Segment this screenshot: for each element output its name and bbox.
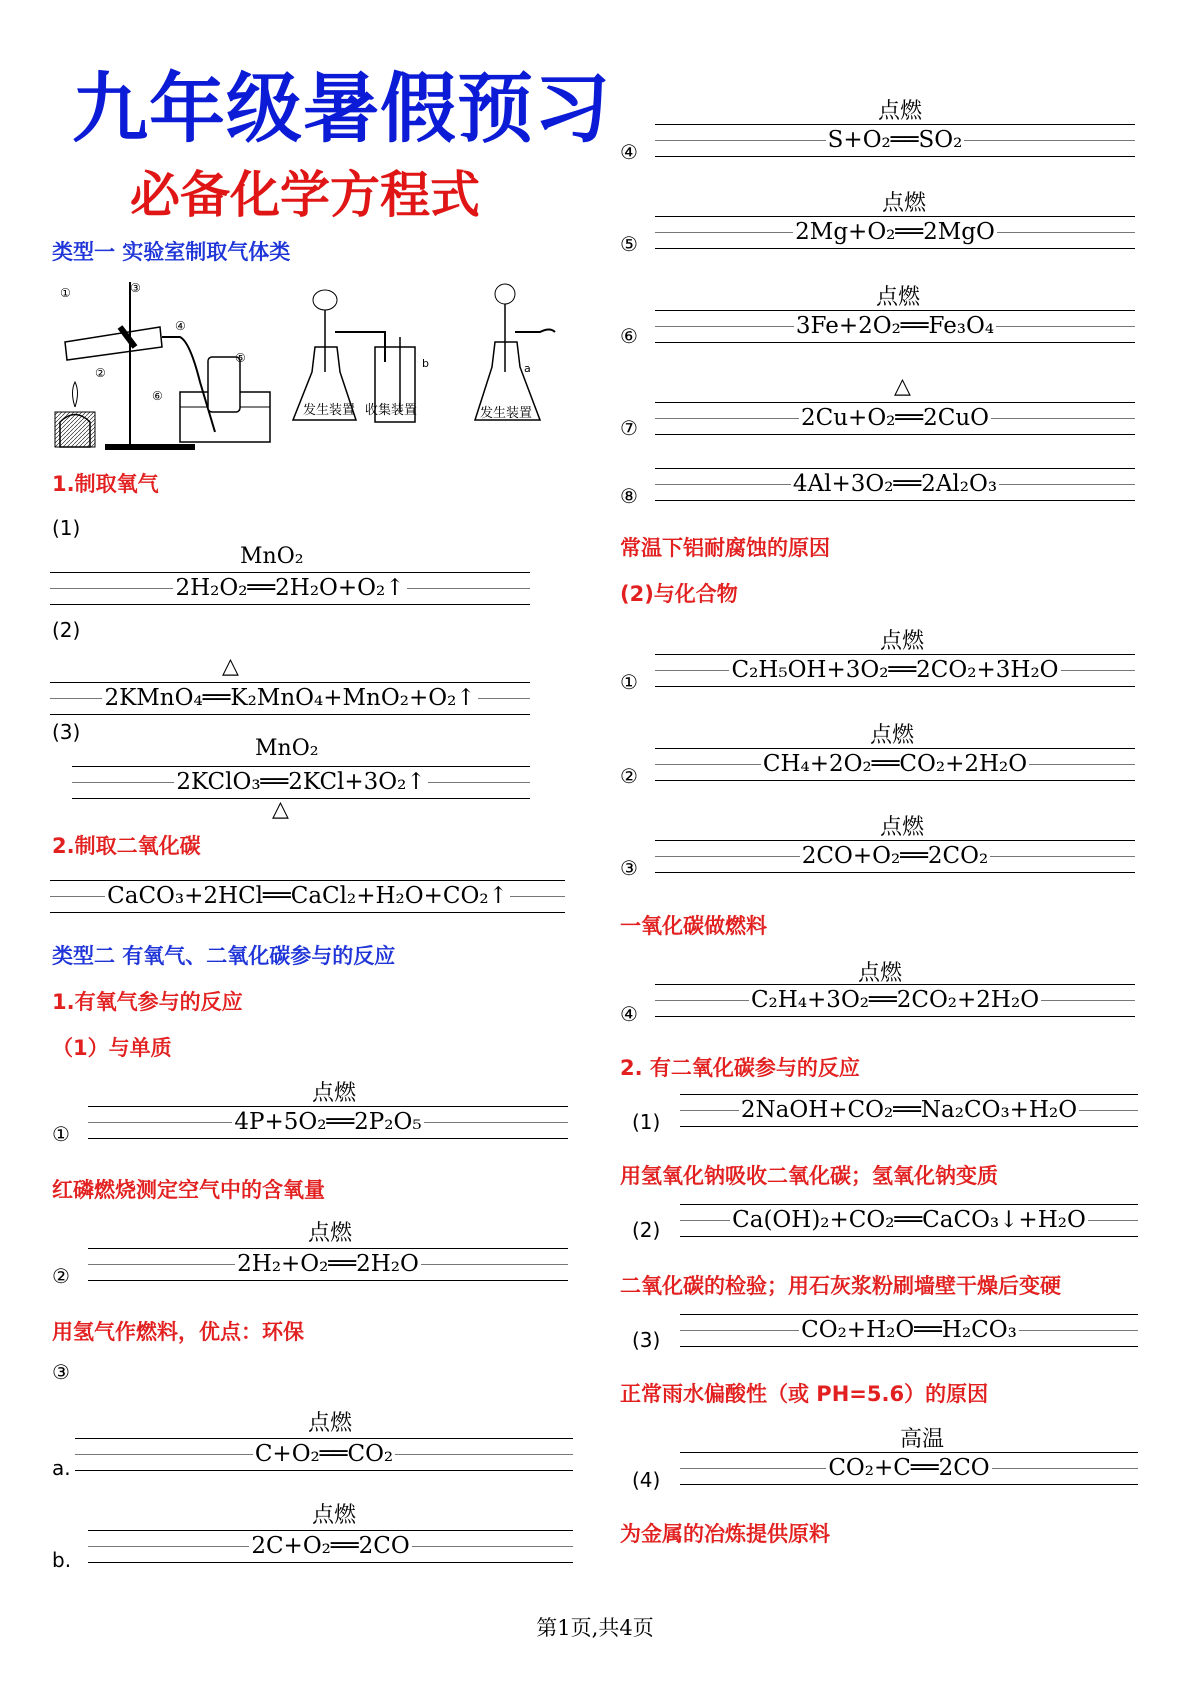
mark-e3b: b.	[52, 1548, 72, 1572]
label-6: ⑥	[152, 389, 163, 403]
type2-heading: 类型二 有氧气、二氧化碳参与的反应	[52, 944, 396, 968]
mark-b: b	[422, 357, 429, 370]
mark-e5: ⑤	[620, 232, 638, 256]
mark-f1: ①	[620, 670, 638, 694]
page-title: 九年级暑假预习	[72, 64, 611, 153]
equation-e3b: 2C+O₂══2CO	[88, 1530, 573, 1562]
cond-e7: △	[894, 374, 911, 399]
equation-e5: 2Mg+O₂══2MgO	[655, 216, 1135, 248]
mark-e7: ⑦	[620, 416, 638, 440]
mark-f2: ②	[620, 764, 638, 788]
type1-heading: 类型一 实验室制取气体类	[52, 240, 291, 264]
equation-o3: 2KClO₃══2KCl+3O₂↑	[72, 766, 530, 798]
elem-heading: （1）与单质	[52, 1036, 172, 1060]
cond-o3: MnO₂	[255, 736, 319, 761]
note-g1: 用氢氧化钠吸收二氧化碳；氢氧化钠变质	[620, 1164, 998, 1188]
equation-e7: 2Cu+O₂══2CuO	[655, 402, 1135, 434]
equation-f4: C₂H₄+3O₂══2CO₂+2H₂O	[655, 984, 1135, 1016]
note-e1: 红磷燃烧测定空气中的含氧量	[52, 1178, 325, 1202]
note-g2: 二氧化碳的检验；用石灰浆粉刷墙壁干燥后变硬	[620, 1274, 1061, 1298]
page-subtitle: 必备化学方程式	[130, 166, 480, 224]
equation-e1: 4P+5O₂══2P₂O₅	[88, 1106, 568, 1138]
mark-e6: ⑥	[620, 324, 638, 348]
equation-g1: 2NaOH+CO₂══Na₂CO₃+H₂O	[680, 1094, 1138, 1126]
mark-g3: (3)	[632, 1328, 661, 1352]
label-2: ②	[95, 366, 106, 380]
cond-f3: 点燃	[880, 815, 925, 840]
mark-g2: (2)	[632, 1218, 661, 1242]
note-e8: 常温下铝耐腐蚀的原因	[620, 536, 830, 560]
mark-e3a: a.	[52, 1456, 71, 1480]
equation-f2: CH₄+2O₂══CO₂+2H₂O	[655, 748, 1135, 780]
cond-g4: 高温	[900, 1427, 945, 1452]
cond-e1: 点燃	[312, 1081, 357, 1106]
cond-below-o3: △	[272, 797, 289, 822]
cond-e6: 点燃	[876, 285, 921, 310]
caption-collector: 收集装置	[365, 403, 418, 418]
equation-e6: 3Fe+2O₂══Fe₃O₄	[655, 310, 1135, 342]
caption-generator-2: 发生装置	[480, 406, 533, 421]
co2-heading: 2.制取二氧化碳	[52, 834, 201, 858]
cond-e3a: 点燃	[308, 1411, 353, 1436]
equation-o1: 2H₂O₂══2H₂O+O₂↑	[50, 572, 530, 604]
equation-g2: Ca(OH)₂+CO₂══CaCO₃↓+H₂O	[680, 1204, 1138, 1236]
equation-c1: CaCO₃+2HCl══CaCl₂+H₂O+CO₂↑	[50, 880, 565, 912]
oxygen-heading: 1.制取氧气	[52, 472, 159, 496]
cond-o1: MnO₂	[240, 544, 304, 569]
mark-e1: ①	[52, 1122, 70, 1146]
cond-e3b: 点燃	[312, 1503, 357, 1528]
equation-f1: C₂H₅OH+3O₂══2CO₂+3H₂O	[655, 654, 1135, 686]
note-g3: 正常雨水偏酸性（或 PH=5.6）的原因	[620, 1382, 989, 1406]
equation-f3: 2CO+O₂══2CO₂	[655, 840, 1135, 872]
equation-o2: 2KMnO₄══K₂MnO₄+MnO₂+O₂↑	[50, 682, 530, 714]
cond-o2: △	[222, 654, 239, 679]
caption-generator-1: 发生装置	[303, 403, 356, 418]
mark-g1: (1)	[632, 1110, 661, 1134]
cond-f4: 点燃	[858, 961, 903, 986]
cond-f2: 点燃	[870, 723, 915, 748]
mark-e8: ⑧	[620, 484, 638, 508]
mark-e4: ④	[620, 140, 638, 164]
cond-e5: 点燃	[882, 191, 927, 216]
label-5: ⑤	[235, 351, 246, 365]
note-e2: 用氢气作燃料，优点：环保	[52, 1320, 304, 1344]
mark-f4: ④	[620, 1002, 638, 1026]
page-footer: 第1页,共4页	[536, 1616, 654, 1640]
mark-a: a	[524, 362, 531, 375]
label-1: ①	[60, 286, 71, 300]
mark-o1: (1)	[52, 516, 81, 540]
equation-g3: CO₂+H₂O══H₂CO₃	[680, 1314, 1138, 1346]
mark-o3: (3)	[52, 720, 81, 744]
equation-e2: 2H₂+O₂══2H₂O	[88, 1248, 568, 1280]
mark-o2: (2)	[52, 618, 81, 642]
co2-react-heading: 2. 有二氧化碳参与的反应	[620, 1056, 860, 1080]
equation-e4: S+O₂══SO₂	[655, 124, 1135, 156]
mark-f3: ③	[620, 856, 638, 880]
label-4: ④	[175, 319, 186, 333]
mark-e2: ②	[52, 1264, 70, 1288]
cond-f1: 点燃	[880, 629, 925, 654]
mark-e3: ③	[52, 1360, 70, 1384]
equation-e3a: C+O₂══CO₂	[75, 1438, 573, 1470]
note-g4: 为金属的冶炼提供原料	[620, 1522, 830, 1546]
mark-g4: (4)	[632, 1468, 661, 1492]
apparatus-diagram	[50, 272, 590, 457]
label-3: ③	[130, 281, 141, 295]
oxy-react-heading: 1.有氧气参与的反应	[52, 990, 243, 1014]
cond-e2: 点燃	[308, 1221, 353, 1246]
cond-e4: 点燃	[878, 99, 923, 124]
note-f3: 一氧化碳做燃料	[620, 914, 767, 938]
comp-heading: (2)与化合物	[620, 582, 738, 606]
equation-e8: 4Al+3O₂══2Al₂O₃	[655, 468, 1135, 500]
equation-g4: CO₂+C══2CO	[680, 1452, 1138, 1484]
